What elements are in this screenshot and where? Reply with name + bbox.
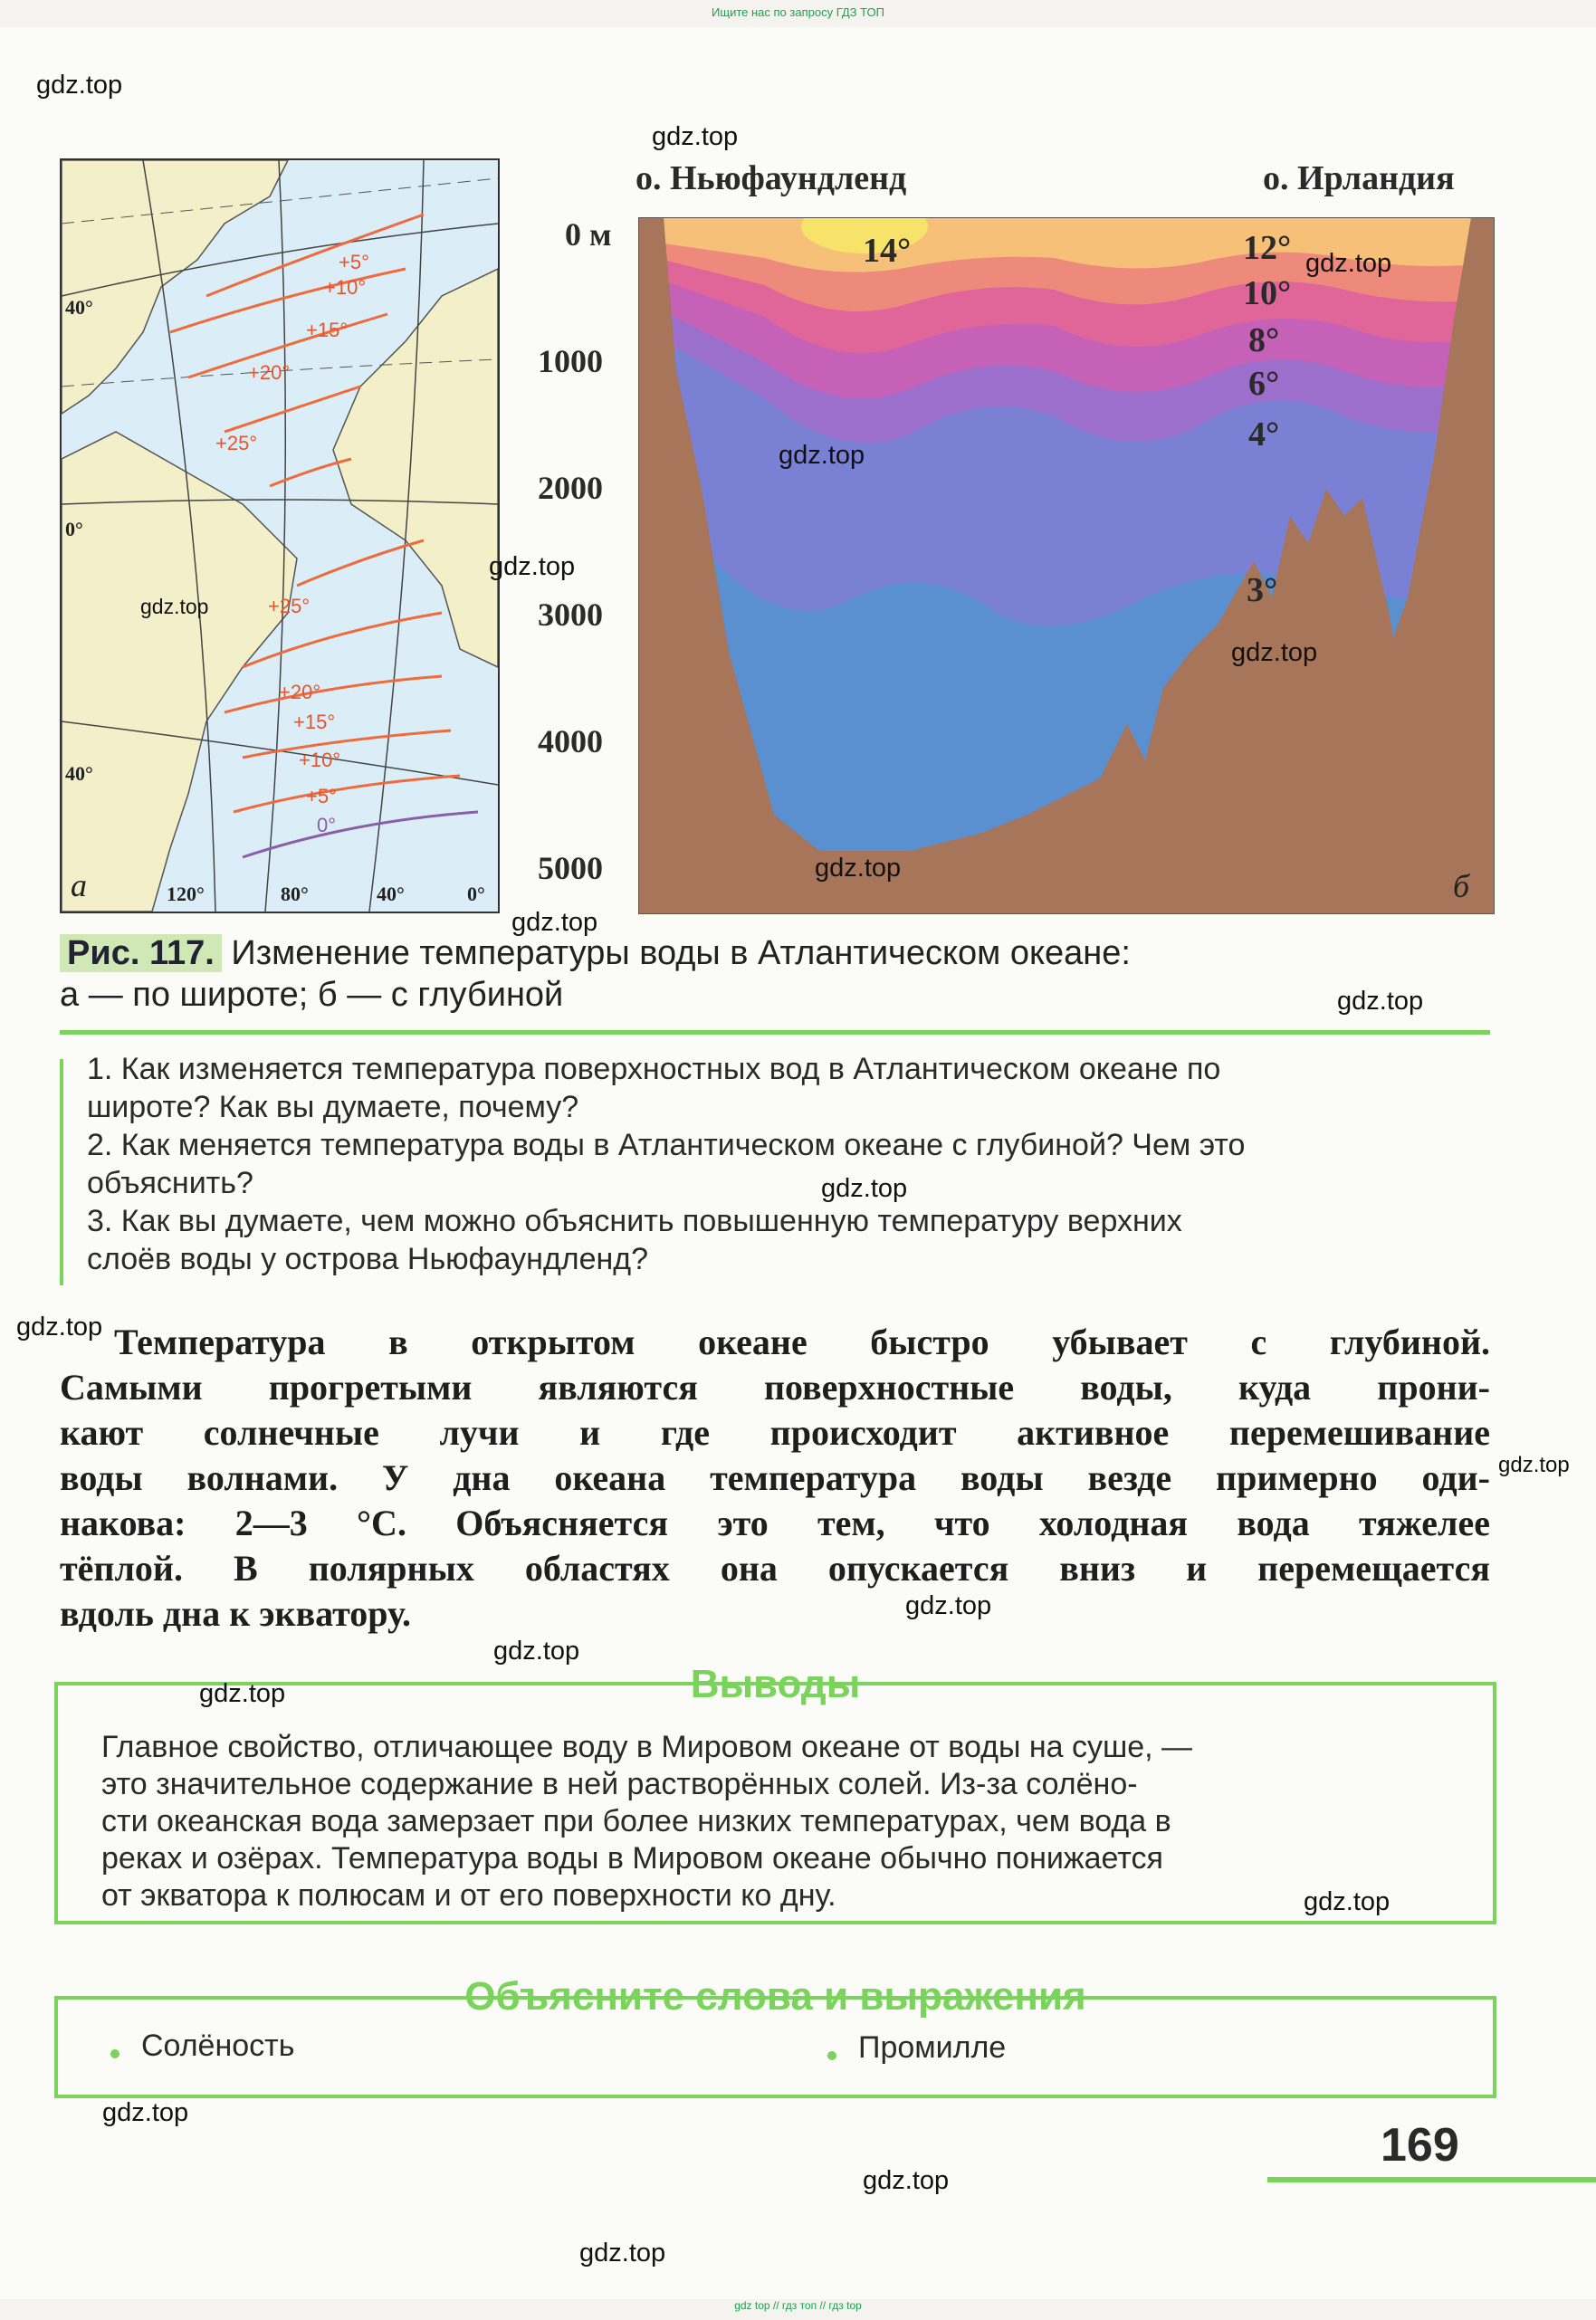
page-number-rule [1267,2177,1596,2182]
body-line: накова: 2—3 °С. Объясняется это тем, что холодная вода тяжелее [60,1503,1490,1543]
depth-label: 0 м [565,216,612,253]
isotherm-label: +10° [324,276,367,299]
temp-label: 6° [1248,365,1280,403]
isotherm-label: 0° [317,814,337,836]
place-newfoundland: о. Ньюфаундленд [636,159,907,197]
watermark: gdz.top [863,2166,950,2195]
depth-label: 3000 [538,597,603,633]
watermark: gdz.top [489,552,576,581]
watermark: gdz.top [652,122,739,151]
bullet-icon [827,2051,836,2060]
watermark: gdz.top [1305,249,1392,278]
watermark: gdz.top [16,1313,103,1341]
temp-label: 14° [863,232,912,270]
temp-label: 3° [1247,571,1278,609]
conclusion-line: реках и озёрах. Температура воды в Мировом океане обычно понижается [101,1841,1163,1876]
watermark: gdz.top [493,1637,580,1666]
question-line: слоёв воды у острова Ньюфаундленд? [87,1242,649,1276]
questions-block [60,1050,1490,1278]
watermark: gdz.top [579,2239,666,2267]
header-note: Ищите нас по запросу ГДЗ ТОП [712,5,884,19]
watermark: gdz.top [1231,638,1318,667]
watermark: gdz.top [102,2098,189,2127]
body-line: тёплой. В полярных областях она опускается вниз и перемещается [60,1548,1490,1589]
watermark: gdz.top [36,71,123,100]
term-item: Солёность [141,2029,295,2063]
watermark: gdz.top [1498,1453,1570,1477]
temp-label: 12° [1243,229,1292,267]
depth-label: 2000 [538,470,603,506]
isotherm-label: +15° [306,319,349,341]
watermark: gdz.top [779,441,865,470]
panel-label-a: а [71,867,87,903]
section-graphic [638,217,1495,914]
lon-label: 40° [377,883,405,905]
isotherm-label: +25° [215,432,258,454]
isotherm-label: +25° [268,595,311,617]
lat-label: 40° [65,296,93,319]
lon-label: 80° [281,883,309,905]
lat-label: 40° [65,762,93,785]
place-ireland: о. Ирландия [1263,159,1455,197]
conclusion-line: от экватора к полюсам и от его поверхности ко дну. [101,1878,836,1913]
panel-label-b: б [1453,868,1470,904]
watermark: gdz.top [905,1591,992,1620]
terms-title: Объясните слова и выражения [464,1974,1086,2019]
conclusion-line: это значительное содержание в ней растворённых солей. Из-за солёно- [101,1767,1138,1801]
depth-label: 1000 [538,343,603,379]
watermark: gdz.top [1337,987,1424,1016]
body-line: воды волнами. У дна океана температура воды везде примерно оди- [60,1457,1490,1498]
lon-label: 120° [167,883,205,905]
body-line: Температура в открытом океане быстро убывает с глубиной. [114,1322,1490,1362]
question-line: широте? Как вы думаете, почему? [87,1090,579,1124]
watermark: gdz.top [1304,1887,1391,1916]
body-line: вдоль дна к экватору. [60,1593,411,1634]
body-line: кают солнечные лучи и где происходит активное перемешивание [60,1412,1490,1453]
depth-label: 4000 [538,723,603,759]
isotherm-label: +20° [248,361,291,384]
watermark: gdz.top [511,908,598,937]
body-paragraph [60,1320,1490,1637]
conclusions-text [101,1729,1459,1914]
body-line: Самыми прогретыми являются поверхностные воды, куда прони- [60,1367,1490,1408]
conclusions-box [54,1662,1496,1924]
caption-line-1: Изменение температуры воды в Атлантическом океане: [231,934,1131,972]
temp-label: 8° [1248,321,1280,359]
isotherm-label: +5° [306,785,337,807]
lat-label: 0° [65,518,83,540]
temp-label: 4° [1248,415,1280,453]
isotherm-label: +15° [293,711,336,733]
caption-line-2: а — по широте; б — с глубиной [60,976,564,1014]
conclusions-title: Выводы [690,1662,861,1706]
temp-label: 10° [1243,274,1292,312]
bullet-icon [110,2049,119,2058]
footer-note: gdz top // гдз топ // гдз top [734,2299,862,2312]
figure-caption [60,932,1490,1016]
conclusion-line: сти океанская вода замерзает при более низких температурах, чем вода в [101,1804,1171,1838]
figure-tag: Рис. 117. [60,934,222,972]
questions-bar [60,1059,63,1285]
isotherm-label: +20° [279,681,321,703]
map-graphic [62,160,498,912]
terms-box [54,1974,1496,2098]
term-item: Промилле [858,2030,1007,2065]
watermark: gdz.top [821,1174,908,1203]
lon-label: 0° [467,883,485,905]
watermark: gdz.top [140,595,209,618]
watermark: gdz.top [815,854,902,883]
latitude-map [60,158,500,913]
question-line: 2. Как меняется температура воды в Атлантическом океане с глубиной? Чем это [87,1128,1246,1162]
question-line: объяснить? [87,1166,253,1200]
conclusion-line: Главное свойство, отличающее воду в Мировом океане от воды на суше, — [101,1730,1193,1764]
question-line: 3. Как вы думаете, чем можно объяснить повышенную температуру верхних [87,1204,1182,1238]
watermark: gdz.top [199,1679,286,1708]
depth-section [638,217,1495,914]
isotherm-label: +10° [299,749,341,771]
question-line: 1. Как изменяется температура поверхностных вод в Атлантическом океане по [87,1052,1221,1086]
page-number: 169 [1381,2119,1459,2172]
caption-rule [60,1030,1490,1035]
isotherm-label: +5° [339,251,369,273]
depth-label: 5000 [538,850,603,886]
